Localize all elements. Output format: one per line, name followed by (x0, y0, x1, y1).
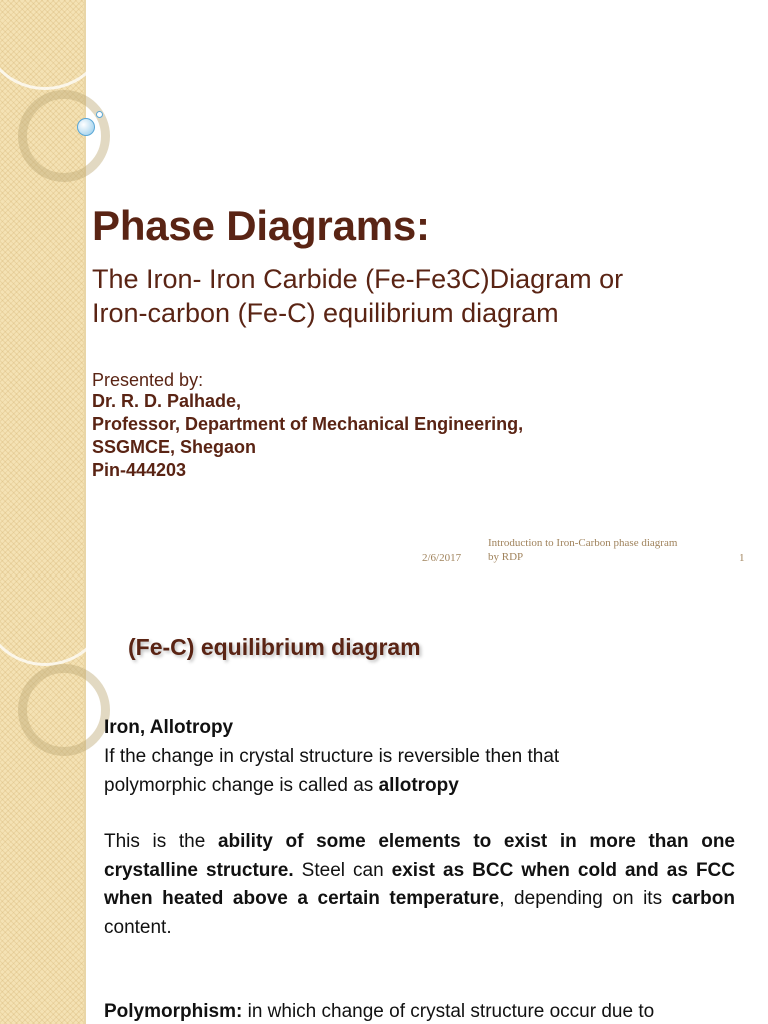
footer-text-line-2: by RDP (488, 551, 524, 563)
paragraph-polymorphism (104, 998, 735, 1024)
paragraph-allotropy-line-2: polymorphic change is called as (104, 774, 379, 796)
p2-text-e: , depending on its (499, 888, 672, 909)
slide-2 (0, 576, 768, 1024)
strip-edge (84, 0, 86, 576)
slide-title: Phase Diagrams: (92, 202, 430, 249)
subtitle-line-2: Iron-carbon (Fe-C) equilibrium diagram (92, 298, 559, 328)
presented-by-label: Presented by: (92, 370, 204, 390)
p2-text-g: content. (104, 916, 172, 938)
decorative-bubble-small (96, 111, 103, 118)
footer-text (488, 536, 677, 564)
subtitle-line-1: The Iron- Iron Carbide (Fe-Fe3C)Diagram or (92, 264, 624, 294)
polymorphism-text: in which change of crystal structure occur due to (242, 1001, 655, 1022)
p2-bold-f: carbon (671, 888, 735, 909)
footer-page-number: 1 (739, 552, 745, 564)
presenter-role: Professor, Department of Mechanical Engineering, (92, 414, 524, 434)
p2-bold-d: exist as BCC when cold and as FCC when heated above a certain temperature (104, 859, 735, 909)
paragraph-allotropy (104, 743, 735, 800)
polymorphism-term: Polymorphism: (104, 1001, 243, 1022)
slide-subtitle (92, 262, 742, 330)
decorative-ring-small (18, 90, 110, 182)
slide-title: (Fe-C) equilibrium diagram (128, 634, 421, 660)
paragraph-allotropy-line-1: If the change in crystal structure is reversible then that (104, 746, 560, 767)
p2-bold-b: ability of some elements to exist in more than one crystalline structure. (104, 831, 735, 881)
p2-text-c: Steel can (293, 859, 392, 881)
footer-text-line-1: Introduction to Iron-Carbon phase diagram (488, 537, 678, 549)
decorative-ring-large (0, 0, 110, 90)
presenter-institute: SSGMCE, Shegaon (92, 437, 257, 457)
presenter-name: Dr. R. D. Palhade, (92, 391, 242, 411)
allotropy-term: allotropy (378, 774, 459, 796)
p2-text-a: This is the (104, 831, 218, 852)
decorative-bubble-large (77, 118, 95, 136)
section-heading-text: Iron, Allotropy (104, 717, 234, 738)
section-heading (104, 714, 735, 743)
footer-date: 2/6/2017 (422, 552, 462, 564)
paragraph-crystal-structure (104, 828, 735, 942)
presenter-block (92, 370, 742, 482)
decorative-ring-large (0, 576, 110, 666)
presenter-pin: Pin-444203 (92, 460, 187, 480)
decorative-ring-small (18, 664, 110, 756)
